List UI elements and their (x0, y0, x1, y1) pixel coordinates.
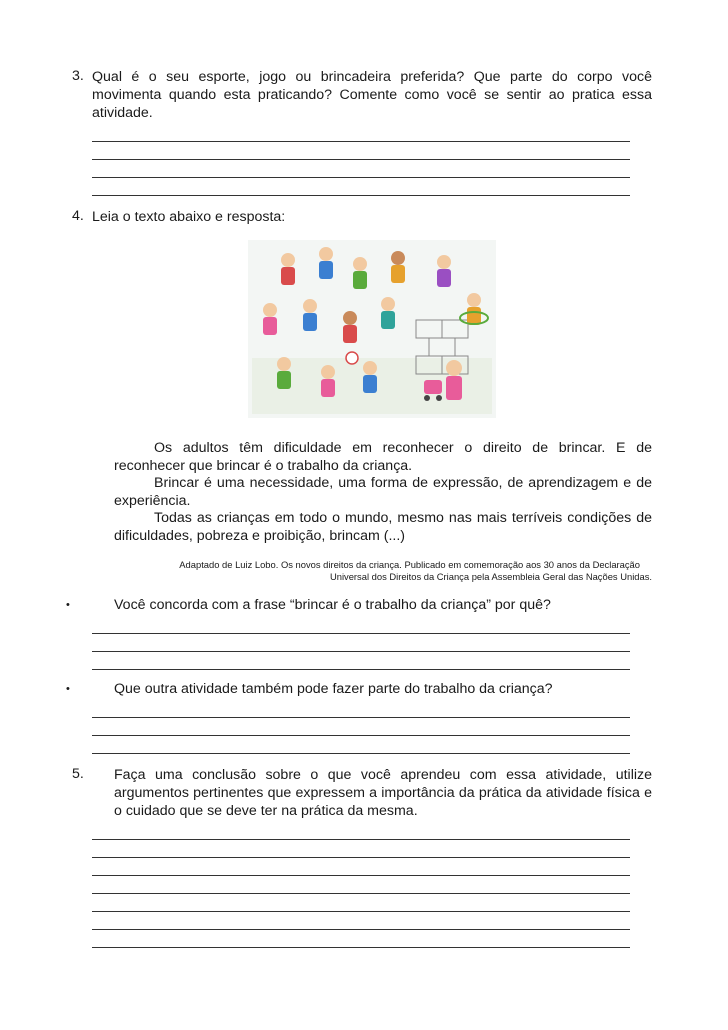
question-3 (72, 68, 652, 196)
answer-lines (70, 700, 652, 754)
answer-line[interactable] (92, 736, 630, 754)
question-4 (72, 208, 652, 226)
bullet-icon: • (66, 599, 70, 611)
answer-line[interactable] (92, 616, 630, 634)
answer-lines (70, 616, 652, 670)
answer-line[interactable] (92, 634, 630, 652)
answer-line[interactable] (92, 718, 630, 736)
question-number: 3. (72, 68, 84, 84)
reading-paragraph: Todas as crianças em todo o mundo, mesmo nas mais terríveis condições de dificuldades, pobreza e proibição, brincam (...) (114, 510, 652, 544)
answer-line[interactable] (92, 124, 630, 142)
answer-line[interactable] (92, 178, 630, 196)
answer-line[interactable] (92, 142, 630, 160)
question-number: 5. (72, 766, 84, 782)
question-text: Você concorda com a frase “brincar é o trabalho da criança” por quê? (114, 597, 551, 613)
reading-text (92, 440, 652, 583)
question-text: Qual é o seu esporte, jogo ou brincadeira preferida? Que parte do corpo você movimenta quando esta praticando? Comente como você se sentir ao pratica essa atividade. (92, 69, 652, 121)
answer-lines (70, 124, 652, 196)
source-credit (114, 559, 652, 583)
question-text: Que outra atividade também pode fazer parte do trabalho da criança? (114, 681, 553, 697)
answer-lines (70, 822, 652, 948)
question-text: Leia o texto abaixo e resposta: (92, 209, 286, 225)
answer-line[interactable] (92, 894, 630, 912)
reading-paragraph: Os adultos têm dificuldade em reconhecer o direito de brincar. E de reconhecer que brincar é o trabalho da criança. (114, 440, 652, 474)
children-playing-illustration-icon (248, 240, 496, 418)
answer-line[interactable] (92, 652, 630, 670)
answer-line[interactable] (92, 912, 630, 930)
question-number: 4. (72, 208, 84, 224)
answer-line[interactable] (92, 858, 630, 876)
source-credit-line: Universal dos Direitos da Criança pela Assembleia Geral das Nações Unidas. (329, 571, 652, 582)
answer-line[interactable] (92, 160, 630, 178)
answer-line[interactable] (92, 700, 630, 718)
question-text: Faça uma conclusão sobre o que você aprendeu com essa atividade, utilize argumentos pertinentes que expressem a importância da prática da atividade física e o cuidado que se deve ter na prática da mesma. (114, 767, 652, 819)
reading-paragraph: Brincar é uma necessidade, uma forma de expressão, de aprendizagem e de experiência. (114, 475, 652, 509)
answer-line[interactable] (92, 930, 630, 948)
bullet-icon: • (66, 683, 70, 695)
question-5 (72, 766, 652, 948)
bullet-question-2 (66, 680, 652, 754)
answer-line[interactable] (92, 822, 630, 840)
answer-line[interactable] (92, 840, 630, 858)
bullet-question-1 (66, 596, 652, 670)
source-credit-line: Adaptado de Luiz Lobo. Os novos direitos da criança. Publicado em comemoração aos 30 anos da Declaração (179, 559, 640, 570)
answer-line[interactable] (92, 876, 630, 894)
